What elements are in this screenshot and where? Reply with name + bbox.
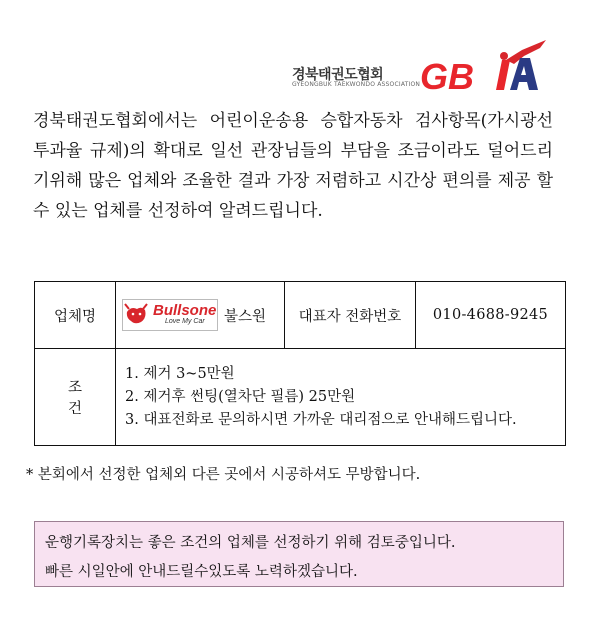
condition-item: 1. 제거 3~5만원 — [125, 365, 235, 382]
table-row — [35, 349, 566, 446]
gbta-logo-icon — [418, 34, 548, 94]
condition-item: 2. 제거후 썬팅(열차단 필름) 25만원 — [125, 388, 356, 405]
notice-line-1: 운행기록장치는 좋은 조건의 업체를 선정하기 위해 검토중입니다. — [45, 535, 456, 551]
notice-box — [34, 521, 564, 587]
company-cell — [116, 282, 285, 349]
phone-number: 010-4688-9245 — [416, 282, 566, 349]
condition-item: 3. 대표전화로 문의하시면 가까운 대리점으로 안내해드립니다. — [125, 411, 517, 428]
notice-line-2: 빠른 시일안에 안내드릴수있도록 노력하겠습니다. — [45, 564, 358, 580]
vendor-info-table — [34, 281, 566, 446]
org-name-ko: 경북태권도협회 — [292, 67, 384, 83]
company-label: 업체명 — [35, 282, 116, 349]
bullsone-logo — [122, 299, 218, 331]
conditions-label: 조 건 — [35, 349, 116, 446]
footnote: * 본회에서 선정한 업체외 다른 곳에서 시공하셔도 무방합니다. — [26, 467, 421, 483]
company-name: 불스원 — [224, 308, 267, 325]
bullsone-logo-text: Bullsone — [153, 302, 217, 319]
association-logo — [288, 34, 550, 94]
org-name-en: GYEONGBUK TAEKWONDO ASSOCIATION — [292, 81, 421, 88]
table-row — [35, 282, 566, 349]
bullsone-logo-tagline: Love My Car — [165, 318, 205, 325]
intro-paragraph: 경북태권도협회에서는 어린이운송용 승합자동차 검사항목(가시광선 투과율 규제)의 확대로 일선 관장님들의 부담을 조금이라도 덜어드리기위해 많은 업체와 조율한 결과 가장 저렴하고 시간상 편의를 제공 할 수 있는 업체를 선정하여 알려드립니다. — [33, 111, 553, 221]
rep-phone-label: 대표자 전화번호 — [285, 282, 416, 349]
conditions-cell — [116, 349, 566, 446]
svg-text:GB: GB — [420, 56, 474, 94]
conditions-list — [117, 355, 564, 440]
